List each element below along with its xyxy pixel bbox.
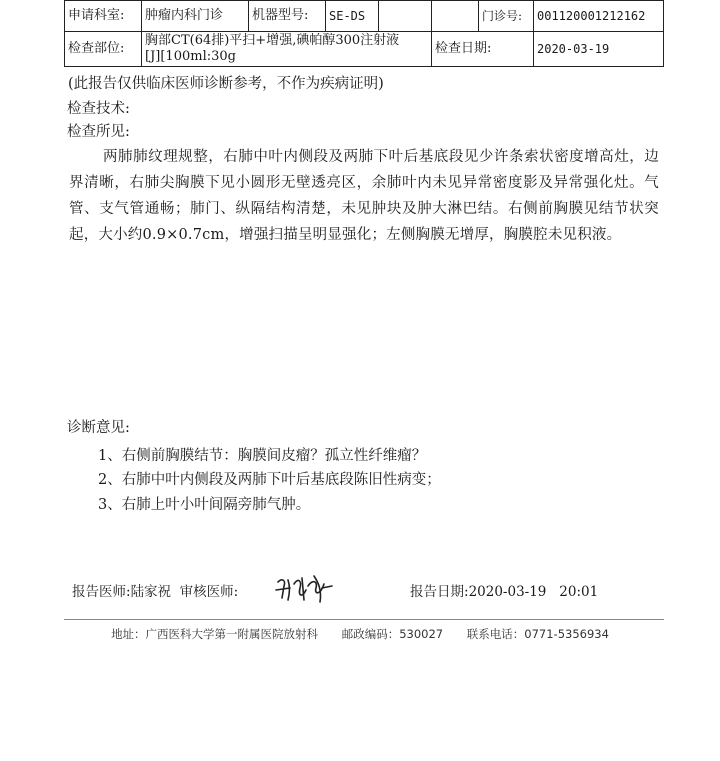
- report-header-table: [64, 0, 664, 67]
- report-date-line: [410, 580, 598, 600]
- reviewer-handwritten-signature: [272, 570, 336, 608]
- diagnosis-item: 2、右肺中叶内侧段及两肺下叶后基底段陈旧性病变；: [98, 472, 441, 488]
- report-date-value: 2020-03-19: [468, 584, 547, 600]
- findings-label: 检查所见:: [67, 124, 130, 140]
- machine-value: SE-DS: [326, 1, 379, 32]
- report-time-value: 20:01: [559, 584, 599, 600]
- footer-postcode: 邮政编码：530027: [341, 627, 444, 641]
- technique-label: 检查技术:: [67, 101, 130, 117]
- report-date-label: 报告日期:: [410, 584, 469, 600]
- footer: [0, 626, 720, 642]
- part-value-line2: [J][100ml:30g: [145, 49, 236, 64]
- header-row-2: [65, 32, 664, 67]
- dept-label: 申请科室:: [65, 1, 142, 32]
- footer-phone: 联系电话：0771-5356934: [466, 627, 609, 641]
- clinic-no-value: 001120001212162: [534, 1, 664, 32]
- empty-cell: [432, 1, 479, 32]
- date-value: 2020-03-19: [534, 32, 664, 67]
- footer-divider: [64, 619, 664, 620]
- part-value-line1: 胸部CT(64排)平扫+增强,碘帕醇300注射液: [145, 33, 400, 48]
- dept-value: 肿瘤内科门诊: [142, 1, 249, 32]
- findings-text: 两肺肺纹理规整，右肺中叶内侧段及两肺下叶后基底段见少许条索状密度增高灶，边界清晰，右肺尖胸膜下见小圆形无壁透亮区，余肺叶内未见异常密度影及异常强化灶。气管、支气管通畅；肺门、纵隔结构清楚，未见肿块及肿大淋巴结。右侧前胸膜见结节状突起，大小约0.9×0.7cm，增强扫描呈明显强化；左侧胸膜无增厚，胸膜腔未见积液。: [69, 149, 659, 243]
- diagnosis-item: 3、右肺上叶小叶间隔旁肺气肿。: [98, 497, 311, 513]
- part-value: [142, 32, 432, 67]
- diagnosis-label: 诊断意见:: [67, 420, 130, 436]
- disclaimer: (此报告仅供临床医师诊断参考，不作为疾病证明): [68, 76, 384, 92]
- doctor-signature-line: [72, 580, 238, 600]
- part-label: 检查部位:: [65, 32, 142, 67]
- doctor-label: 报告医师:: [72, 584, 131, 600]
- clinic-no-label: 门诊号:: [479, 1, 534, 32]
- date-label: 检查日期:: [432, 32, 534, 67]
- machine-label: 机器型号:: [249, 1, 326, 32]
- reviewer-label: 审核医师:: [179, 584, 239, 600]
- doctor-name: 陆家祝: [130, 584, 172, 600]
- diagnosis-item: 1、右侧前胸膜结节：胸膜间皮瘤？孤立性纤维瘤？: [98, 448, 427, 464]
- footer-address: 地址：广西医科大学第一附属医院放射科: [111, 627, 319, 641]
- empty-cell: [379, 1, 432, 32]
- header-row-1: [65, 1, 664, 32]
